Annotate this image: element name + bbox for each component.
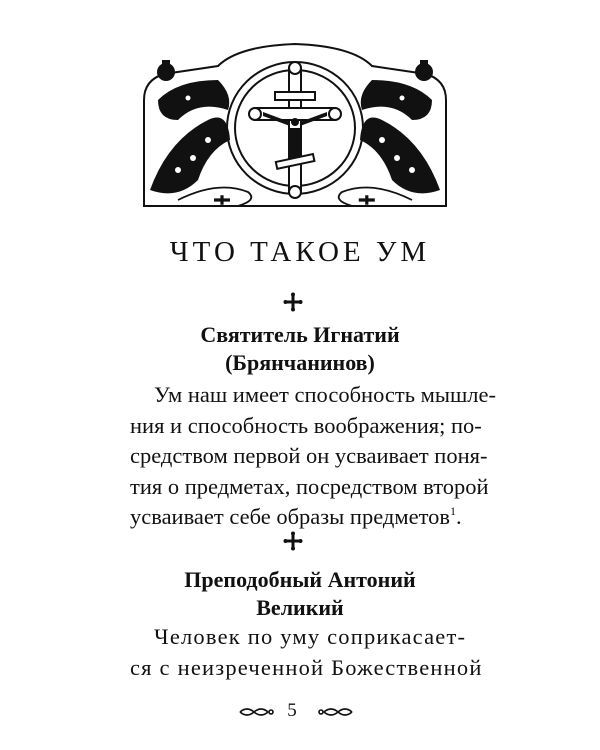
sentence-end: . (456, 504, 462, 529)
body-paragraph (130, 622, 483, 683)
text-line: ния и способность воображения; по- (130, 412, 482, 438)
cross-ornament-icon (283, 531, 303, 551)
page-number: 5 (287, 700, 297, 721)
text-line-last (130, 502, 470, 533)
page-footer (0, 700, 600, 724)
cross-ornament-icon (283, 292, 303, 312)
section-author (0, 566, 600, 622)
text-line: Человек по уму соприкасает- (154, 624, 467, 649)
text-line: ся с неизреченной Божественной (130, 654, 483, 680)
text-line: тия о предметах, посредством второй (130, 473, 489, 499)
knot-ornament-icon (318, 706, 354, 718)
body-paragraph (130, 380, 496, 533)
author-name-line: Святитель Игнатий (200, 322, 400, 347)
author-name-line: Преподобный Антоний (184, 567, 416, 592)
chapter-title: ЧТО ТАКОЕ УМ (169, 236, 431, 268)
section-author (0, 321, 600, 377)
text-line: усваивает себе образы предметов (130, 504, 450, 529)
author-name-line: Великий (256, 595, 344, 620)
text-line: средством первой он усваивает поня- (130, 443, 488, 468)
knot-ornament-icon (238, 706, 274, 718)
headpiece-ornament-icon (138, 40, 452, 212)
footnote-mark: 1 (450, 504, 456, 518)
text-line: Ум наш имеет способность мышле- (154, 382, 496, 407)
author-name-line: (Брянчанинов) (225, 350, 375, 375)
